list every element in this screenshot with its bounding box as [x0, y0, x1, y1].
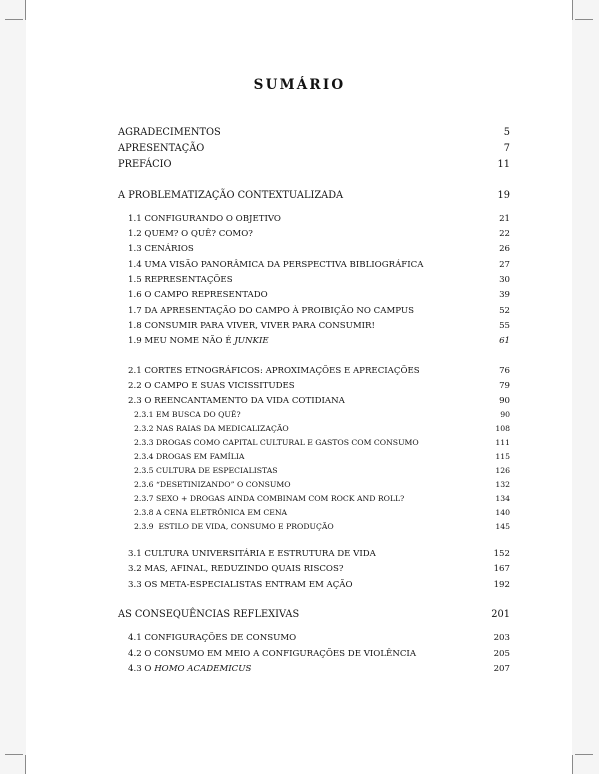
- toc-entry-label: A PROBLEMATIZAÇÃO CONTEXTUALIZADA: [118, 190, 344, 201]
- toc-entry-label: AGRADECIMENTOS: [118, 127, 221, 138]
- toc-section: [128, 337, 510, 346]
- toc-entry-page: 192: [493, 580, 510, 590]
- crop-mark-bottom-left-h: [5, 754, 23, 755]
- toc-entry-page: 55: [499, 321, 510, 331]
- toc-section: [128, 565, 510, 574]
- toc-entry-page: 134: [495, 494, 510, 503]
- toc-section: [128, 382, 510, 391]
- toc-entry-page: 61: [499, 336, 510, 346]
- toc-entry-page: 79: [499, 381, 510, 391]
- toc-section: [128, 665, 510, 674]
- toc-entry-page: 126: [495, 466, 510, 475]
- toc-chapter: [118, 610, 510, 620]
- toc-entry-label: 4.2 O CONSUMO EM MEIO A CONFIGURAÇÕES DE VIOLÊNCIA: [128, 649, 417, 659]
- toc-chapter: [118, 191, 510, 201]
- toc-entry-label: 2.3.7 SEXO + DROGAS AINDA COMBINAM COM ROCK AND ROLL?: [134, 494, 405, 503]
- toc-entry-label: 1.5 REPRESENTAÇÕES: [128, 275, 233, 285]
- toc-entry-label: 2.3.5 CULTURA DE ESPECIALISTAS: [134, 466, 278, 475]
- toc-entry-label: AS CONSEQUÊNCIAS REFLEXIVAS: [118, 609, 300, 620]
- toc-section: [128, 581, 510, 590]
- toc-section: [128, 307, 510, 316]
- toc-entry-label: 1.4 UMA VISÃO PANORÂMICA DA PERSPECTIVA BIBLIOGRÁFICA: [128, 260, 424, 270]
- toc-entry-label: 2.3.1 EM BUSCA DO QUÊ?: [134, 410, 241, 419]
- toc-entry-page: 132: [495, 480, 510, 489]
- toc-subsection: [134, 481, 510, 489]
- toc-entry-page: 90: [499, 396, 510, 406]
- toc-entry-page: 21: [499, 214, 510, 224]
- toc-entry-page: 27: [499, 260, 510, 270]
- crop-mark-bottom-right: [572, 755, 573, 774]
- toc-entry-label: 1.3 CENÁRIOS: [128, 244, 194, 254]
- toc-entry-page: 76: [499, 366, 510, 376]
- toc-entry-label-prefix: 4.3 O: [128, 664, 155, 674]
- toc-entry-page: 140: [495, 508, 510, 517]
- crop-mark-top-right-h: [575, 19, 593, 20]
- toc-entry-label: APRESENTAÇÃO: [118, 143, 205, 154]
- toc-entry-label: [128, 665, 251, 674]
- toc-entry: [118, 160, 510, 170]
- toc-section: [128, 276, 510, 285]
- toc-entry-label: 2.3.9 ESTILO DE VIDA, CONSUMO E PRODUÇÃO: [134, 522, 334, 531]
- toc-section: [128, 291, 510, 300]
- toc-entry-label: 2.3.8 A CENA ELETRÔNICA EM CENA: [134, 508, 288, 517]
- toc-entry: [118, 128, 510, 138]
- crop-mark-bottom-right-h: [575, 754, 593, 755]
- toc-subsection: [134, 509, 510, 517]
- toc-subsection: [134, 425, 510, 433]
- toc-entry-label: 3.3 OS META-ESPECIALISTAS ENTRAM EM AÇÃO: [128, 580, 353, 590]
- toc-entry-label-italic: JUNKIE: [234, 336, 269, 346]
- toc-entry-label: 4.1 CONFIGURAÇÕES DE CONSUMO: [128, 633, 297, 643]
- toc-subsection: [134, 453, 510, 461]
- toc-section: [128, 322, 510, 331]
- toc-entry-label: 2.3.3 DROGAS COMO CAPITAL CULTURAL E GASTOS COM CONSUMO: [134, 438, 419, 447]
- toc-subsection: [134, 467, 510, 475]
- toc-entry-page: 111: [495, 438, 510, 447]
- toc-entry-label: 1.8 CONSUMIR PARA VIVER, VIVER PARA CONSUMIR!: [128, 321, 375, 331]
- toc-entry-label: 1.7 DA APRESENTAÇÃO DO CAMPO À PROIBIÇÃO NO CAMPUS: [128, 306, 415, 316]
- toc-entry-label: 2.3 O REENCANTAMENTO DA VIDA COTIDIANA: [128, 396, 345, 406]
- toc-entry-page: 145: [495, 522, 510, 531]
- toc-entry-page: 115: [495, 452, 510, 461]
- toc-entry-page: 108: [495, 424, 510, 433]
- toc-entry-page: 205: [493, 649, 510, 659]
- toc-section: [128, 230, 510, 239]
- toc-section: [128, 261, 510, 270]
- toc-entry-label: 1.1 CONFIGURANDO O OBJETIVO: [128, 214, 281, 224]
- toc-entry-page: 167: [493, 564, 510, 574]
- toc-entry-label: 1.2 QUEM? O QUÊ? COMO?: [128, 229, 253, 239]
- toc-entry-page: 26: [499, 244, 510, 254]
- page-title: SUMÁRIO: [253, 77, 346, 93]
- toc-section: [128, 245, 510, 254]
- toc-entry-page: 52: [499, 306, 510, 316]
- toc-entry-label: 2.3.4 DROGAS EM FAMÍLIA: [134, 452, 245, 461]
- toc-section: [128, 215, 510, 224]
- toc-entry-label: [128, 337, 269, 346]
- toc-entry-page: 30: [499, 275, 510, 285]
- toc-entry-page: 39: [499, 290, 510, 300]
- toc-entry-page: 203: [493, 633, 510, 643]
- toc-entry-page: 201: [491, 609, 510, 620]
- toc-subsection: [134, 411, 510, 419]
- toc-entry-page: 19: [497, 190, 510, 201]
- toc-entry-label: PREFÁCIO: [118, 159, 172, 170]
- toc-entry-label: 3.1 CULTURA UNIVERSITÁRIA E ESTRUTURA DE VIDA: [128, 549, 376, 559]
- toc-subsection: [134, 523, 510, 531]
- crop-mark-top-left: [25, 0, 26, 20]
- toc-entry-label: 2.2 O CAMPO E SUAS VICISSITUDES: [128, 381, 295, 391]
- crop-mark-bottom-left: [25, 755, 26, 774]
- toc-entry-label: 2.3.6 “DESETINIZANDO” O CONSUMO: [134, 480, 291, 489]
- toc-entry-label: 2.3.2 NAS RAIAS DA MEDICALIZAÇÃO: [134, 424, 289, 433]
- toc-section: [128, 397, 510, 406]
- toc-entry-label: 2.1 CORTES ETNOGRÁFICOS: APROXIMAÇÕES E APRECIAÇÕES: [128, 366, 420, 376]
- toc-entry-label: 1.6 O CAMPO REPRESENTADO: [128, 290, 268, 300]
- toc-entry: [118, 144, 510, 154]
- toc-subsection: [134, 439, 510, 447]
- toc-entry-page: 5: [503, 127, 510, 138]
- toc-entry-page: 207: [493, 664, 510, 674]
- toc-entry-page: 7: [503, 143, 510, 154]
- toc-entry-label-italic: HOMO ACADEMICUS: [154, 664, 252, 674]
- crop-mark-top-left-h: [5, 19, 23, 20]
- toc-subsection: [134, 495, 510, 503]
- toc-section: [128, 550, 510, 559]
- toc-entry-page: 90: [500, 410, 510, 419]
- toc-section: [128, 367, 510, 376]
- toc-entry-page: 152: [493, 549, 510, 559]
- toc-entry-label: 3.2 MAS, AFINAL, REDUZINDO QUAIS RISCOS?: [128, 564, 344, 574]
- toc-section: [128, 634, 510, 643]
- crop-mark-top-right: [572, 0, 573, 20]
- toc-section: [128, 650, 510, 659]
- toc-entry-page: 11: [497, 159, 510, 170]
- toc-entry-label-prefix: 1.9 MEU NOME NÃO É: [128, 336, 235, 346]
- toc-entry-page: 22: [499, 229, 510, 239]
